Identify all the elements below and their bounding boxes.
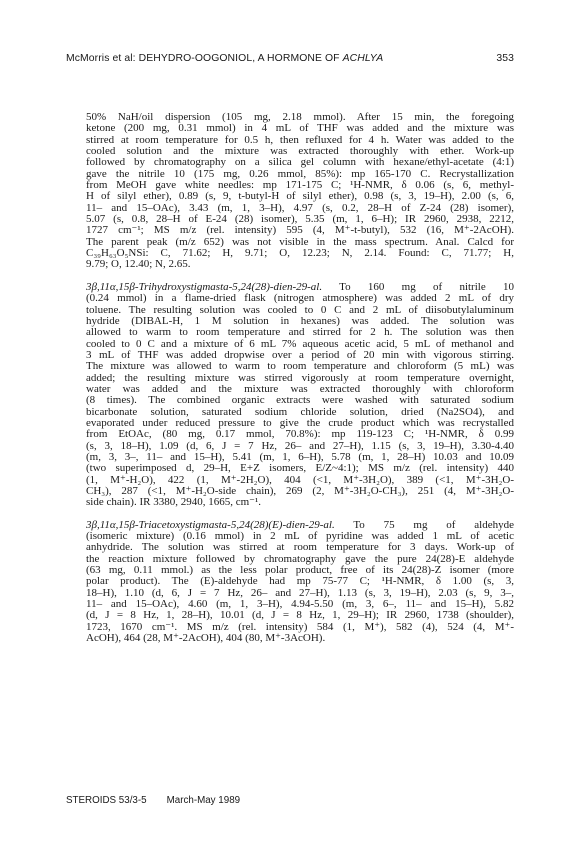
text-line: 5.07 (s, 0.8, 28–H of E-24 (28) isomer), 5.35 (m, 1, 6–H); IR 2960, 2938, 2212, (86, 213, 514, 226)
text-line: (m, 3, 3–, 11– and 15–H), 5.41 (m, 1, 6–H), 5.78 (m, 1, 28–H) 10.03 and 10.09 (86, 450, 514, 463)
text-line: followed by chromatography on a silica gel column with hexane/ethyl-acetate (4:1) (86, 156, 514, 169)
text-line: (d, J = 8 Hz, 1, 28–H), 10.01 (d, J = 8 Hz, 1, 29–H); IR 2960, 1738 (shoulder), (86, 609, 514, 622)
paragraph (86, 520, 514, 645)
text-line: ketone (200 mg, 0.31 mmol) in 4 mL of THF was added and the mixture was (86, 122, 514, 135)
running-header (66, 53, 514, 69)
text-line: side chain). IR 3380, 2940, 1665, cm⁻¹. (86, 496, 261, 509)
text-line: 50% NaH/oil dispersion (105 mg, 2.18 mmol). After 15 min, the foregoing (86, 111, 514, 123)
text-line: 1727 cm⁻¹; MS m/z (rel. intensity) 595 (4, M⁺-t-butyl), 532 (16, M⁺-2AcOH). (86, 224, 514, 237)
section-heading: 3β,11α,15β-Triacetoxystigmasta-5,24(28)(E)-dien-29-al. (86, 518, 335, 531)
text-line: hydride (DIBAL-H, 1 M solution in hexanes) was added. The solution was (86, 314, 514, 327)
text-line: (isomeric mixture) (0.16 mmol) in 2 mL of pyridine was added 1 mL of acetic (86, 530, 514, 543)
text-line: cooled solution and the mixture was extracted thoroughly with ether. Work-up (86, 145, 514, 158)
text-line: (8 times). The combined organic extracts were washed with saturated sodium (86, 394, 514, 407)
page-number: 353 (496, 53, 514, 64)
text-line: 1723, 1670 cm⁻¹. MS m/z (rel. intensity) 584 (1, M⁺), 582 (4), 524 (4, M⁺- (86, 620, 514, 633)
article-body (86, 112, 514, 644)
footer-date: March-May 1989 (166, 795, 241, 806)
text-line: (63 mg, 0.11 mmol.) as the less polar product, free of its 24(28)-Z isomer (more (86, 564, 514, 577)
page-footer (66, 795, 366, 806)
text-line: evaporated under reduced pressure to give the crude product which was recrystalled (86, 416, 514, 429)
text-line: added; the resulting mixture was stirred vigorously at room temperature overnight, (86, 371, 514, 384)
text-line: stirred at room temperature for 0.5 h, then refluxed for 4 h. Water was added to the (86, 133, 514, 146)
text-line: gave the nitrile 10 (175 mg, 0.26 mmol, 85%): mp 165-170 C. Recrystallization (86, 167, 514, 180)
text-line: 3 mL of THF was added dropwise over a period of 20 min with vigorous stirring. (86, 348, 514, 361)
paragraph (86, 112, 514, 271)
running-title-italic: ACHLYA (342, 53, 384, 64)
text-line: The parent peak (m/z 652) was not visible in the mass spectrum. Anal. Calcd for (86, 235, 514, 248)
text-line: from EtOAc, (80 mg, 0.17 mmol, 70.8%): mp 119-123 C; ¹H-NMR, δ 0.99 (86, 428, 514, 441)
text-line: The mixture was allowed to warm to room temperature and chloroform (5 mL) was (86, 360, 514, 373)
text-line: (1, M⁺-H₂O), 422 (1, M⁺-2H₂O), 404 (<1, M⁺-3H₂O), 389 (<1, M⁺-3H₂O- (86, 473, 514, 486)
text-line: 18–H), 1.10 (d, 6, J = 7 Hz, 26– and 27–H), 1.13 (s, 3, 19–H), 2.03 (s, 9, 3–, (86, 586, 514, 599)
text-line: toluene. The resulting solution was cooled to 0 C and 2 mL of diisobutylaluminum (86, 303, 514, 316)
text-line: water was added and the mixture was extracted thoroughly with chloroform (86, 382, 514, 395)
paragraph (86, 282, 514, 509)
text-line: cooled to 0 C and a mixture of 6 mL 7% aqueous acetic acid, 5 mL of methanol and (86, 337, 514, 350)
text-line: polar product). The (E)-aldehyde had mp 75-77 C; ¹H-NMR, δ 1.00 (s, 3, (86, 575, 514, 588)
text-line: 11– and 15–OAc), 3.43 (m, 1, 3–H), 4.97 (s, 0.2, 28–H of Z-24 (28) isomer), (86, 201, 514, 214)
text-line: anhydride. The solution was stirred at room temperature for 3 days. Work-up of (86, 541, 514, 554)
text-line: 9.79; O, 12.40; N, 2.65. (86, 258, 191, 271)
text-line: (0.24 mmol) in a flame-dried flask (nitrogen atmosphere) was added 2 mL of dry (86, 292, 514, 305)
text-line: (two superimposed d, 29–H, E+Z isomers, E/Z~4:1); MS m/z (rel. intensity) 440 (86, 462, 514, 475)
text-line: H of silyl ether), 0.89 (s, 9, t-butyl-H of silyl ether), 0.98 (s, 3, 19–H), 2.00 (s, 6, (86, 190, 514, 203)
text-line: bicarbonate solution, saturated sodium chloride solution, dried (Na2SO4), and (86, 405, 514, 418)
text-line: C₃₉H₆₃O₅NSi: C, 71.62; H, 9.71; O, 12.23; N, 2.14. Found: C, 71.77; H, (86, 247, 514, 260)
text-line: 3β,11α,15β-Trihydroxystigmasta-5,24(28)-dien-29-al. To 160 mg of nitrile 10 (86, 280, 514, 293)
text-line: (s, 3, 18–H), 1.09 (d, 6, J = 7 Hz, 26– and 27–H), 1.15 (s, 3, 19–H), 3.30-4.40 (86, 439, 514, 452)
running-title (66, 53, 383, 64)
text-line: 11– and 15–OAc), 4.60 (m, 1, 3–H), 4.94-5.50 (m, 3, 6–, 11– and 15–H), 5.82 (86, 598, 514, 611)
text-line: 3β,11α,15β-Triacetoxystigmasta-5,24(28)(E)-dien-29-al. To 75 mg of aldehyde (86, 518, 514, 531)
text-line: from MeOH gave white needles: mp 171-175 C; ¹H-NMR, δ 0.06 (s, 6, methyl- (86, 179, 514, 192)
running-title-prefix: McMorris et al: DEHYDRO-OOGONIOL, A HORMONE OF (66, 53, 343, 64)
text-line: the reaction mixture followed by chromatography gave the pure 24(28)-E aldehyde (86, 552, 514, 565)
text-line: allowed to warm to room temperature and stirred for 2 h. The solution was then (86, 326, 514, 339)
footer-journal: STEROIDS 53/3-5 (66, 795, 147, 806)
text-line: CH₃), 287 (<1, M⁺-H₂O-side chain), 269 (2, M⁺-3H₂O-CH₃), 251 (4, M⁺-3H₂O- (86, 485, 514, 497)
section-heading: 3β,11α,15β-Trihydroxystigmasta-5,24(28)-dien-29-al. (86, 280, 323, 293)
text-line: AcOH), 464 (28, M⁺-2AcOH), 404 (80, M⁺-3AcOH). (86, 632, 326, 645)
